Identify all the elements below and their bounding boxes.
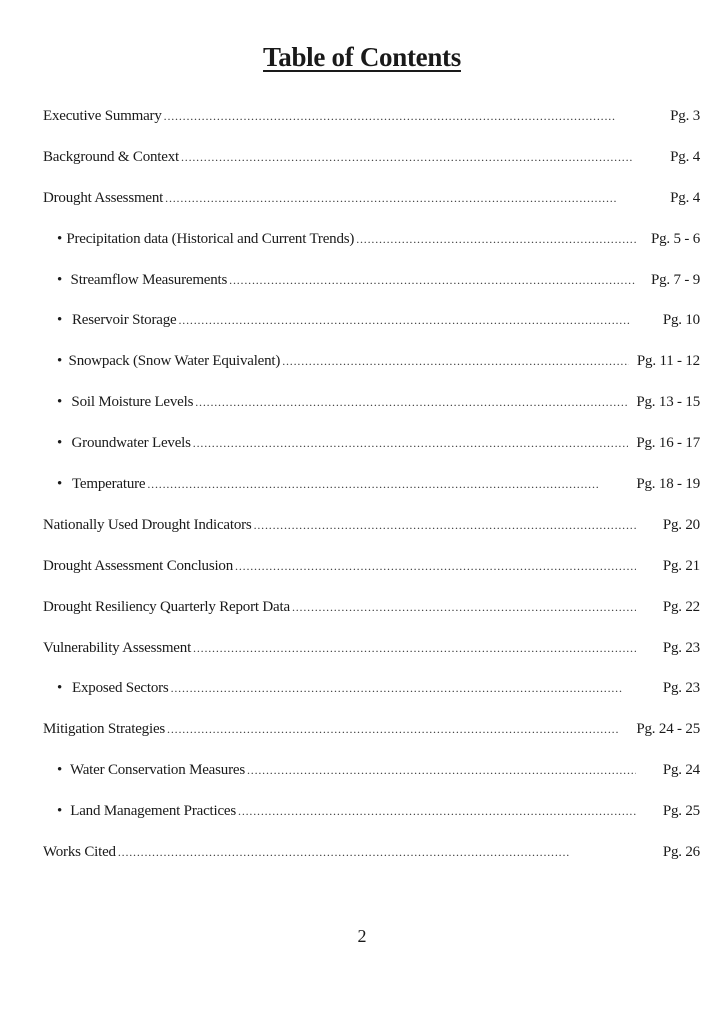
toc-entry-drought-assessment-conclusion[interactable] bbox=[43, 558, 700, 599]
dot-leader bbox=[356, 231, 636, 248]
toc-entry-page: Pg. 24 - 25 bbox=[636, 721, 700, 738]
toc-entry-reservoir-storage[interactable] bbox=[43, 312, 700, 353]
toc-entry-exposed-sectors[interactable] bbox=[43, 680, 700, 721]
toc-entry-label: Drought Assessment bbox=[43, 189, 164, 206]
toc-entry-water-conservation[interactable] bbox=[43, 762, 700, 803]
dot-leader bbox=[165, 190, 636, 207]
dot-leader bbox=[247, 762, 636, 779]
toc-entry-label: Background & Context bbox=[43, 148, 179, 165]
bullet-icon: • bbox=[57, 353, 63, 370]
dot-leader bbox=[193, 640, 636, 657]
toc-entry-page: Pg. 26 bbox=[662, 844, 700, 861]
toc-entry-page: Pg. 23 bbox=[662, 680, 700, 697]
table-of-contents bbox=[43, 108, 700, 885]
toc-entry-label: Reservoir Storage bbox=[72, 312, 177, 329]
toc-entry-label: Land Management Practices bbox=[70, 803, 237, 820]
toc-entry-executive-summary[interactable] bbox=[43, 108, 700, 149]
toc-entry-page: Pg. 18 - 19 bbox=[636, 476, 700, 493]
bullet-icon: • bbox=[57, 762, 63, 779]
toc-entry-drought-assessment[interactable] bbox=[43, 190, 700, 231]
toc-entry-page: Pg. 23 bbox=[662, 639, 700, 656]
toc-entry-background-context[interactable] bbox=[43, 149, 700, 190]
toc-entry-page: Pg. 11 - 12 bbox=[636, 353, 700, 370]
bullet-icon: • bbox=[57, 476, 63, 493]
toc-entry-label: Snowpack (Snow Water Equivalent) bbox=[68, 353, 281, 370]
toc-entry-mitigation-strategies[interactable] bbox=[43, 721, 700, 762]
toc-entry-page: Pg. 16 - 17 bbox=[636, 435, 700, 452]
toc-entry-label: Mitigation Strategies bbox=[43, 721, 166, 738]
dot-leader bbox=[195, 394, 628, 411]
toc-entry-label: Works Cited bbox=[43, 844, 116, 861]
dot-leader bbox=[193, 435, 629, 452]
dot-leader bbox=[238, 803, 636, 820]
toc-entry-page: Pg. 13 - 15 bbox=[636, 394, 700, 411]
toc-entry-label: Streamflow Measurements bbox=[70, 271, 228, 288]
toc-entry-page: Pg. 20 bbox=[662, 516, 700, 533]
page-number: 2 bbox=[357, 926, 367, 946]
toc-entry-page: Pg. 5 - 6 bbox=[650, 230, 700, 247]
page-title: Table of Contents bbox=[263, 42, 461, 72]
toc-entry-label: Drought Resiliency Quarterly Report Data bbox=[43, 598, 290, 615]
toc-entry-national-drought-indicators[interactable] bbox=[43, 517, 700, 558]
toc-entry-label: Executive Summary bbox=[43, 108, 162, 124]
bullet-icon: • bbox=[57, 435, 63, 452]
dot-leader bbox=[235, 558, 636, 575]
toc-entry-label: Vulnerability Assessment bbox=[43, 639, 192, 656]
dot-leader bbox=[292, 599, 636, 616]
bullet-icon: • bbox=[57, 680, 63, 697]
toc-entry-page: Pg. 4 bbox=[670, 189, 700, 206]
toc-entry-snowpack[interactable] bbox=[43, 353, 700, 394]
dot-leader bbox=[179, 312, 637, 329]
toc-entry-temperature[interactable] bbox=[43, 476, 700, 517]
toc-entry-label: Groundwater Levels bbox=[71, 435, 191, 452]
toc-entry-page: Pg. 10 bbox=[662, 312, 700, 329]
toc-entry-drought-resiliency-report[interactable] bbox=[43, 599, 700, 640]
dot-leader bbox=[282, 353, 629, 370]
dot-leader bbox=[164, 108, 636, 125]
toc-entry-label: Precipitation data (Historical and Current Trends) bbox=[66, 230, 355, 247]
toc-entry-label: Water Conservation Measures bbox=[69, 762, 245, 779]
toc-entry-page: Pg. 7 - 9 bbox=[650, 271, 700, 288]
dot-leader bbox=[171, 680, 636, 697]
dot-leader bbox=[229, 272, 636, 289]
toc-entry-page: Pg. 22 bbox=[662, 598, 700, 615]
dot-leader bbox=[254, 517, 636, 534]
toc-entry-streamflow-measurements[interactable] bbox=[43, 272, 700, 313]
toc-entry-label: Exposed Sectors bbox=[72, 680, 169, 697]
toc-entry-page: Pg. 25 bbox=[662, 803, 700, 820]
toc-entry-groundwater-levels[interactable] bbox=[43, 435, 700, 476]
toc-entry-page: Pg. 21 bbox=[662, 557, 700, 574]
toc-entry-land-management[interactable] bbox=[43, 803, 700, 844]
toc-entry-label: Temperature bbox=[72, 476, 146, 493]
bullet-icon: • bbox=[57, 230, 63, 247]
bullet-icon: • bbox=[57, 271, 63, 288]
toc-entry-label: Nationally Used Drought Indicators bbox=[43, 516, 252, 533]
toc-entry-precipitation-data[interactable] bbox=[43, 231, 700, 272]
toc-entry-works-cited[interactable] bbox=[43, 844, 700, 885]
toc-entry-soil-moisture-levels[interactable] bbox=[43, 394, 700, 435]
dot-leader bbox=[147, 476, 628, 493]
bullet-icon: • bbox=[57, 312, 63, 329]
toc-entry-label: Drought Assessment Conclusion bbox=[43, 557, 234, 574]
dot-leader bbox=[167, 721, 628, 738]
bullet-icon: • bbox=[57, 394, 63, 411]
dot-leader bbox=[118, 844, 636, 861]
toc-entry-page: Pg. 24 bbox=[662, 762, 700, 779]
toc-entry-page: Pg. 4 bbox=[670, 148, 700, 165]
toc-entry-page: Pg. 3 bbox=[670, 108, 700, 124]
dot-leader bbox=[181, 149, 636, 166]
toc-entry-vulnerability-assessment[interactable] bbox=[43, 640, 700, 681]
bullet-icon: • bbox=[57, 803, 63, 820]
toc-entry-label: Soil Moisture Levels bbox=[71, 394, 194, 411]
